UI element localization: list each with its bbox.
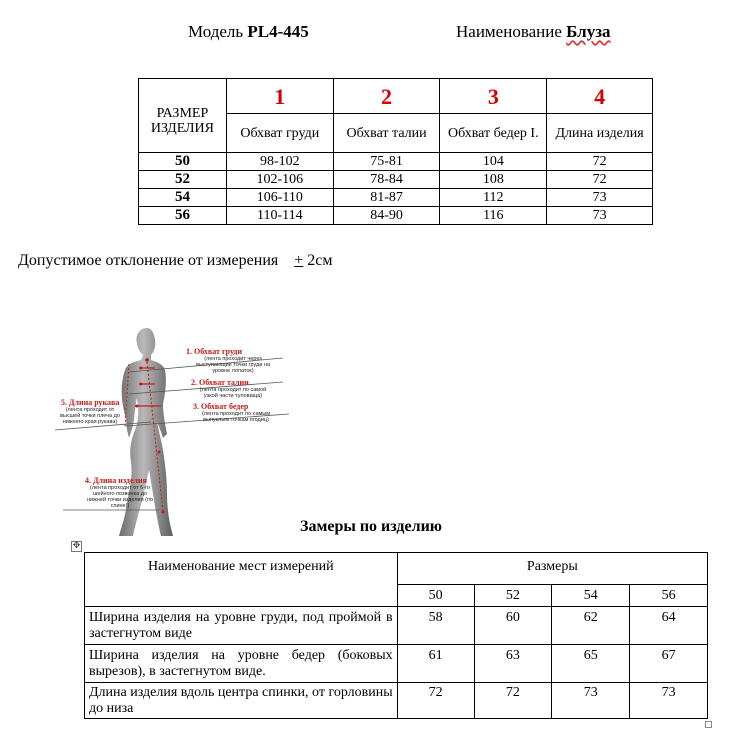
length-note: (лента проходит от 6-го шейного позвонка до нижней точки изделия (по спине)) (87, 485, 153, 509)
cell-value: 108 (440, 171, 547, 189)
product-name-header (456, 22, 611, 42)
chest-note: (лента проходит через выступающие точки груди на уровне лопаток) (195, 356, 271, 374)
cell-value: 98-102 (226, 153, 333, 171)
size-label: 54 (139, 189, 227, 207)
column-number-3: 3 (440, 79, 547, 114)
measurement-name: Длина изделия вдоль центра спинки, от горловины до низа (85, 683, 398, 719)
move-handle-icon[interactable]: ✥ (72, 541, 81, 551)
cell-value: 73 (547, 207, 653, 225)
tolerance-note (18, 252, 333, 270)
name-value: Блуза (566, 22, 611, 41)
section-title: Замеры по изделию (300, 518, 443, 535)
column-header-hips: Обхват бедер I. (440, 114, 547, 153)
cell-value: 78-84 (333, 171, 440, 189)
column-number-4: 4 (547, 79, 653, 114)
table-row (85, 607, 708, 645)
table-row (139, 153, 653, 171)
size-header-54: 54 (552, 585, 630, 607)
model-value: PL4-445 (247, 22, 309, 41)
measurements-table (84, 552, 708, 719)
cell-value: 73 (552, 683, 630, 719)
cell-value: 72 (547, 171, 653, 189)
measurement-figure (55, 322, 295, 544)
cell-value: 72 (547, 153, 653, 171)
hips-note: (лента проходит по самым выпуклым точкам ягодиц) (201, 411, 271, 423)
cell-value: 102-106 (226, 171, 333, 189)
cell-value: 75-81 (333, 153, 440, 171)
header-measurement-name: Наименование мест измерений (85, 553, 398, 607)
size-label: 50 (139, 153, 227, 171)
size-corner-header: РАЗМЕР ИЗДЕЛИЯ (139, 79, 227, 153)
cell-value: 112 (440, 189, 547, 207)
table-row (139, 189, 653, 207)
cell-value: 116 (440, 207, 547, 225)
cell-value: 58 (397, 607, 474, 645)
size-label: 52 (139, 171, 227, 189)
cell-value: 110-114 (226, 207, 333, 225)
column-header-length: Длина изделия (547, 114, 653, 153)
size-header-50: 50 (397, 585, 474, 607)
chest-label: 1. Обхват груди (186, 347, 243, 356)
cell-value: 73 (547, 189, 653, 207)
column-header-chest: Обхват груди (226, 114, 333, 153)
cell-value: 72 (474, 683, 552, 719)
column-header-waist: Обхват талии (333, 114, 440, 153)
tolerance-value: 2см (303, 252, 333, 269)
hips-label: 3. Обхват бедер (193, 402, 249, 411)
sleeve-note: (лента проходит от высшей точки плеча до нижнего края рукава) (60, 407, 120, 425)
measurement-name: Ширина изделия на уровне бедер (боковых вырезов), в застегнутом виде. (85, 645, 398, 683)
waist-note: (лента проходит по самой узкой части туловища) (199, 387, 267, 399)
resize-handle-icon[interactable] (705, 721, 712, 728)
cell-value: 64 (630, 607, 708, 645)
tolerance-text: Допустимое отклонение от измерения (18, 252, 279, 269)
cell-value: 104 (440, 153, 547, 171)
cell-value: 61 (397, 645, 474, 683)
sleeve-label: 5. Длина рукава (61, 398, 120, 407)
cell-value: 84-90 (333, 207, 440, 225)
length-label: 4. Длина изделия (85, 476, 147, 485)
cell-value: 81-87 (333, 189, 440, 207)
model-header (188, 22, 309, 42)
cell-value: 72 (397, 683, 474, 719)
size-header-56: 56 (630, 585, 708, 607)
cell-value: 67 (630, 645, 708, 683)
table-row (139, 171, 653, 189)
size-header-52: 52 (474, 585, 552, 607)
cell-value: 106-110 (226, 189, 333, 207)
name-label: Наименование (456, 22, 562, 41)
cell-value: 65 (552, 645, 630, 683)
table-row (139, 207, 653, 225)
model-label: Модель (188, 22, 244, 41)
cell-value: 60 (474, 607, 552, 645)
column-number-1: 1 (226, 79, 333, 114)
cell-value: 63 (474, 645, 552, 683)
cell-value: 73 (630, 683, 708, 719)
measurement-name: Ширина изделия на уровне груди, под проймой в застегнутом виде (85, 607, 398, 645)
header-sizes: Размеры (397, 553, 707, 585)
cell-value: 62 (552, 607, 630, 645)
size-table (138, 78, 653, 225)
column-number-2: 2 (333, 79, 440, 114)
plus-minus-sign: + (294, 252, 304, 269)
waist-label: 2. Обхват талии (191, 378, 249, 387)
table-row (85, 683, 708, 719)
table-row (85, 645, 708, 683)
size-label: 56 (139, 207, 227, 225)
